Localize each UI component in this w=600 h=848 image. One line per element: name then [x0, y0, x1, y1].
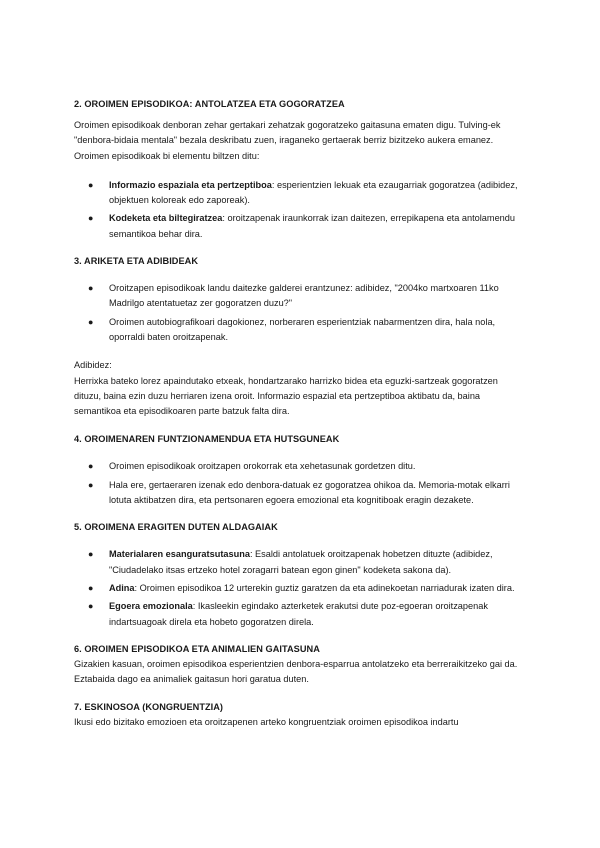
list-item [74, 459, 524, 474]
section-5-list [74, 547, 524, 629]
item-text: : Ikasleekin egindako azterketek erakutsi dute poz-egoeran oroitzapenak indartsuagoak direla eta hobeto gogoratzen direla. [109, 601, 488, 627]
section-6-text: Gizakien kasuan, oroimen episodikoa esperientzien denbora-esparrua antolatzeko eta berreraikitzeko gai da. Eztabaida dago ea animaliek gaitasun hori garatua duten. [74, 658, 518, 685]
example-text: Herrixka bateko lorez apaindutako etxeak, hondartzarako harrizko bidea eta eguzki-sartzeak gogoratzen dituzu, baina ezin duzu herriaren izena oroit. Informazio espazial eta pertzeptiboa aktibatu da, baina semantikoa eta episodikoaren parte batzuk falta dira. [74, 375, 498, 417]
item-term: Materialaren esanguratsutasuna [109, 549, 250, 560]
item-term: Kodeketa eta biltegiratzea [109, 213, 223, 224]
bullet-icon: ● [88, 316, 94, 327]
bullet-icon: ● [88, 213, 94, 224]
item-text: Oroimen episodikoak oroitzapen orokorrak eta xehetasunak gordetzen ditu. [109, 461, 416, 472]
example-label: Adibidez: [74, 360, 112, 371]
item-term: Informazio espaziala eta pertzeptiboa [109, 179, 272, 190]
section-7-title: 7. ESKINOSOA (KONGRUENTZIA) [74, 702, 224, 713]
bullet-icon: ● [88, 601, 94, 612]
item-text: : oroitzapenak iraunkorrak izan daitezen, errepikapena eta antolamendu semantikoa behar dira. [109, 213, 516, 239]
item-text: Oroitzapen episodikoak landu daitezke galderei erantzunez: adibidez, "2004ko martxoaren 11ko Madrilgo atentatuetaz zer gogoratzen duzu?" [109, 283, 499, 309]
item-text: : Esaldi antolatuek oroitzapenak hobetzen dituzte (adibidez, "Ciudadelako itsas ertzeko hotel zoragarri batean egon ginen" kodeketa sakona da). [109, 549, 493, 575]
section-3-list [74, 281, 524, 345]
item-term: Adina [109, 582, 135, 593]
bullet-icon: ● [88, 582, 94, 593]
list-item [74, 547, 524, 578]
section-7-text: Ikusi edo bizitako emozioen eta oroitzapenen arteko kongruentziak oroimen episodikoa indartu [74, 717, 459, 728]
list-item [74, 281, 524, 312]
section-3-title: 3. ARIKETA ETA ADIBIDEAK [74, 256, 199, 267]
item-text: Hala ere, gertaeraren izenak edo denbora-datuak ez gogoratzea ohikoa da. Memoria-motak elkarri lotuta aktibatzen dira, eta pertsonaren egoera emozional eta kognitiboak eragin dezakete. [109, 479, 510, 506]
item-term: Egoera emozionala [109, 601, 193, 612]
section-2-list [74, 178, 524, 242]
section-6-title: 6. OROIMEN EPISODIKOA ETA ANIMALIEN GAITASUNA [74, 643, 320, 654]
section-2-intro: Oroimen episodikoak denboran zehar gertakari zehatzak gogoratzeko gaitasuna ematen digu. Tulving-ek "denbora-bidaia mentala" bezala deskribatu zuen, iraganeko gertaerak berriz bizitzeko aukera emanez. Oroimen episodikoak bi elementu biltzen ditu: [74, 120, 501, 161]
list-item [74, 478, 524, 509]
bullet-icon: ● [88, 461, 94, 472]
list-item [74, 599, 524, 630]
bullet-icon: ● [88, 179, 94, 190]
item-text: : esperientzien lekuak eta ezaugarriak gogoratzea (adibidez, objektuen koloreak edo zaporeak). [109, 179, 518, 206]
bullet-icon: ● [88, 283, 94, 294]
section-5-title: 5. OROIMENA ERAGITEN DUTEN ALDAGAIAK [74, 522, 278, 533]
section-2-title: 2. OROIMEN EPISODIKOA: ANTOLATZEA ETA GOGORATZEA [74, 99, 345, 109]
section-4-list [74, 459, 524, 508]
bullet-icon: ● [88, 479, 94, 490]
section-4-title: 4. OROIMENAREN FUNTZIONAMENDUA ETA HUTSGUNEAK [74, 434, 340, 445]
list-item [74, 211, 524, 242]
item-text: Oroimen autobiografikoari dagokionez, norberaren esperientziak nabarmentzen dira, hala nola, oporraldi baten oroitzapenak. [109, 316, 496, 342]
item-text: : Oroimen episodikoa 12 urterekin guztiz garatzen da eta adinekoetan narriadurak izaten dira. [134, 582, 515, 593]
list-item [74, 178, 524, 209]
list-item [74, 581, 524, 596]
document-page [74, 98, 524, 745]
example-block [74, 358, 524, 419]
list-item [74, 315, 524, 346]
bullet-icon: ● [88, 549, 94, 560]
